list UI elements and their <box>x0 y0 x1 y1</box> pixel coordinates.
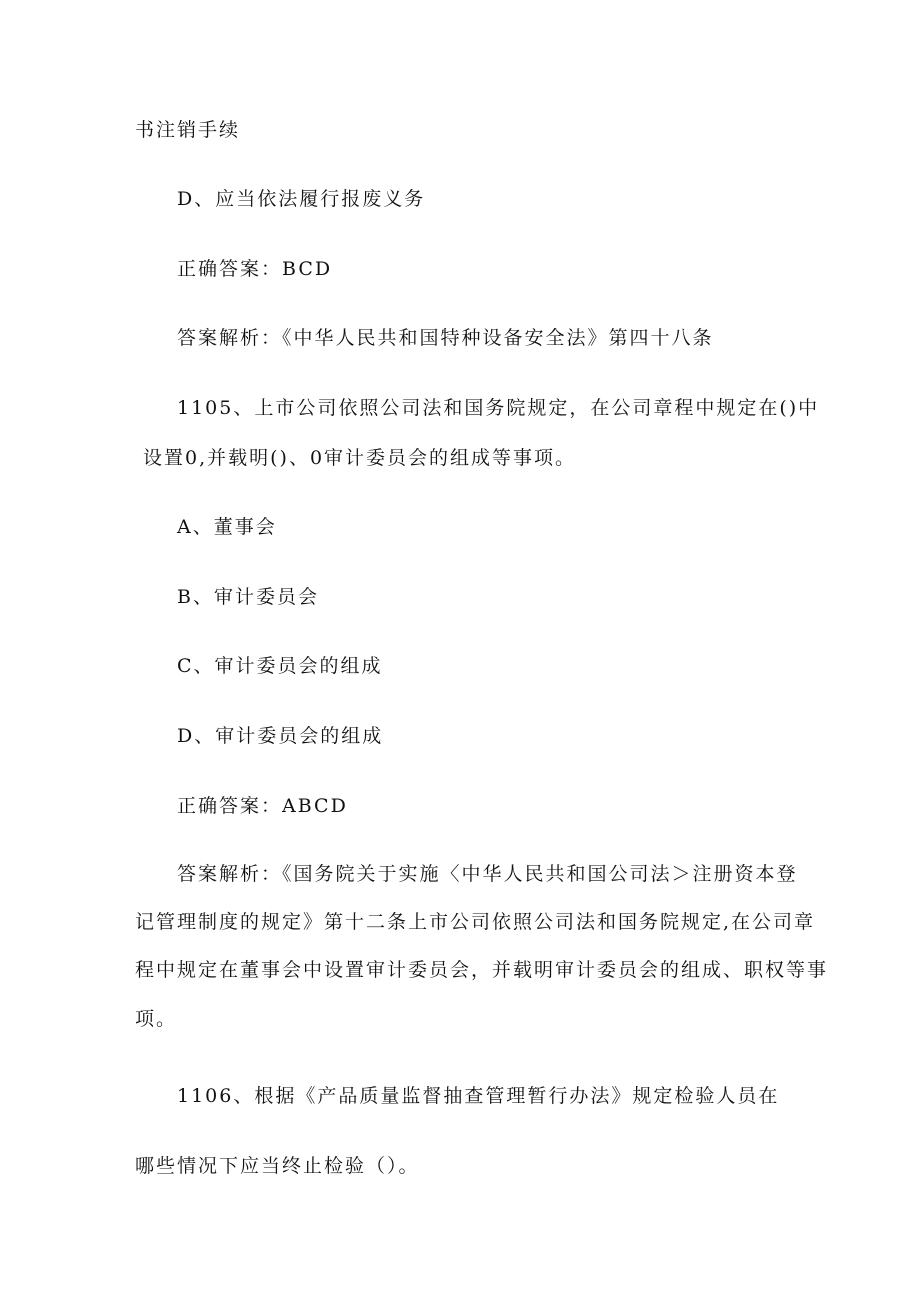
question-1105-analysis-line-4: 项。 <box>135 1008 178 1030</box>
question-1105-stem-line-1: 1105、上市公司依照公司法和国务院规定，在公司章程中规定在()中 <box>177 397 820 419</box>
question-1104-correct-answer: 正确答案：BCD <box>177 258 333 280</box>
question-1105-option-b: B、审计委员会 <box>177 586 319 608</box>
question-1106-stem-line-1: 1106、根据《产品质量监督抽查管理暂行办法》规定检验人员在 <box>177 1085 780 1107</box>
question-1104-option-d: D、应当依法履行报废义务 <box>177 188 426 210</box>
question-1104-continuation: 书注销手续 <box>135 119 241 141</box>
question-1104-analysis: 答案解析：《中华人民共和国特种设备安全法》第四十八条 <box>177 327 714 349</box>
question-1105-stem-line-2: 设置0,并载明()、0审计委员会的组成等事项。 <box>143 447 577 469</box>
question-1105-analysis-line-2: 记管理制度的规定》第十二条上市公司依照公司法和国务院规定,在公司章 <box>135 911 816 933</box>
question-1105-option-c: C、审计委员会的组成 <box>177 655 383 677</box>
question-1105-option-a: A、董事会 <box>177 516 277 538</box>
question-1105-option-d: D、审计委员会的组成 <box>177 725 384 747</box>
question-1105-correct-answer: 正确答案：ABCD <box>177 795 348 817</box>
question-1105-analysis-line-3: 程中规定在董事会中设置审计委员会，并载明审计委员会的组成、职权等事 <box>135 959 829 981</box>
question-1105-analysis-line-1: 答案解析：《国务院关于实施〈中华人民共和国公司法＞注册资本登 <box>177 863 798 885</box>
question-1106-stem-line-2: 哪些情况下应当终止检验（）。 <box>135 1155 420 1177</box>
